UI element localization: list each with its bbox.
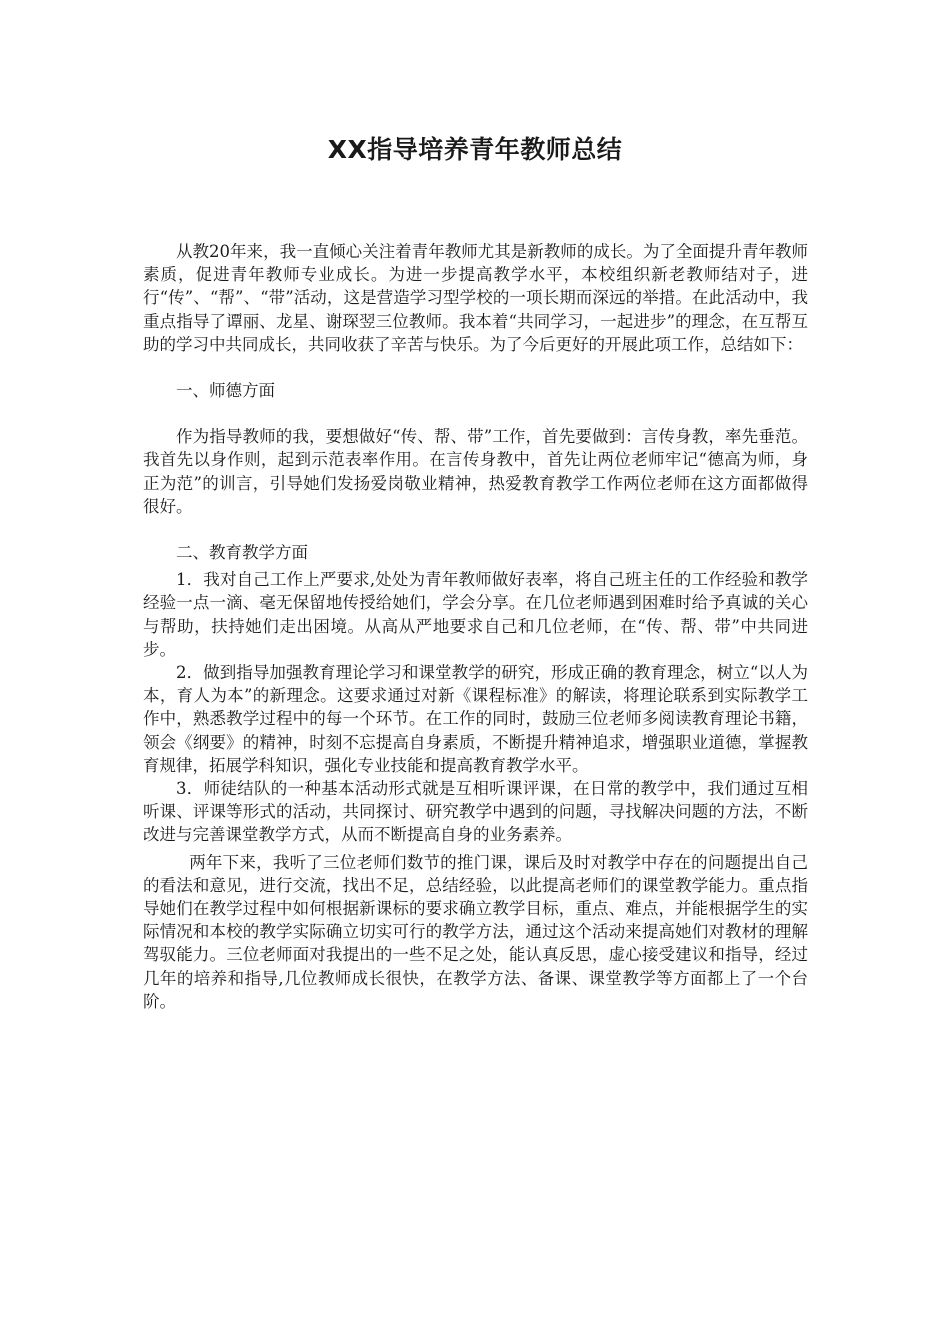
teaching-item-1: 1．我对自己工作上严要求,处处为青年教师做好表率，将自己班主任的工作经验和教学经验一点一滴、毫无保留地传授给她们，学会分享。在几位老师遇到困难时给予真诚的关心与帮助，扶持她们走出困境。从高从严地要求自己和几位老师，在“传、帮、带”中共同进步。 (143, 570, 808, 659)
teaching-item-2: 2．做到指导加强教育理论学习和课堂教学的研究，形成正确的教育理念，树立“以人为本，育人为本”的新理念。这要求通过对新《课程标准》的解读，将理论联系到实际教学工作中，熟悉教学过程中的每一个环节。在工作的同时，鼓励三位老师多阅读教育理论书籍，领会《纲要》的精神，时刻不忘提高自身素质，不断提升精神追求，增强职业道德，掌握教育规律，拓展学科知识，强化专业技能和提高教育教学水平。 (143, 663, 808, 775)
teaching-item-3: 3．师徒结队的一种基本活动形式就是互相听课评课，在日常的教学中，我们通过互相听课、评课等形式的活动，共同探讨、研究教学中遇到的问题，寻找解决问题的方法，不断改进与完善课堂教学方式，从而不断提高自身的业务素养。 (143, 779, 808, 845)
closing-paragraph: 两年下来，我听了三位老师们数节的推门课，课后及时对教学中存在的问题提出自己的看法和意见，进行交流，找出不足，总结经验，以此提高老师们的课堂教学能力。重点指导她们在教学过程中如何根据新课标的要求确立教学目标，重点、难点，并能根据学生的实际情况和本校的教学实际确立切实可行的教学方法，通过这个活动来提高她们对教材的理解驾驭能力。三位老师面对我提出的一些不足之处，能认真反思，虚心接受建议和指导，经过几年的培养和指导,几位教师成长很快，在教学方法、备课、课堂教学等方面都上了一个台阶。 (143, 852, 808, 1011)
section-heading-ethics: 一、师德方面 (176, 381, 275, 401)
spacer (143, 356, 808, 379)
intro-paragraph: 从教20年来，我一直倾心关注着青年教师尤其是新教师的成长。为了全面提升青年教师素质，促进青年教师专业成长。为进一步提高教学水平，本校组织新老教师结对子，进行“传”、“帮”、“带”活动，这是营造学习型学校的一项长期而深远的举措。在此活动中，我重点指导了谭丽、龙星、谢琛翌三位教师。我本着“共同学习，一起进步”的理念，在互帮互助的学习中共同成长，共同收获了辛苦与快乐。为了今后更好的开展此项工作，总结如下： (143, 242, 808, 354)
spacer (143, 402, 808, 425)
document-title: XX指导培养青年教师总结 (327, 135, 623, 164)
ethics-paragraph: 作为指导教师的我，要想做好“传、帮、带”工作，首先要做到：言传身教，率先垂范。我首先以身作则，起到示范表率作用。在言传身教中，首先让两位老师牢记“德高为师，身正为范”的训言，引导她们发扬爱岗敬业精神，热爱教育教学工作两位老师在这方面都做得很好。 (143, 427, 808, 516)
spacer (143, 518, 808, 541)
section-heading-teaching: 二、教育教学方面 (176, 543, 308, 563)
document-body (143, 240, 808, 1013)
